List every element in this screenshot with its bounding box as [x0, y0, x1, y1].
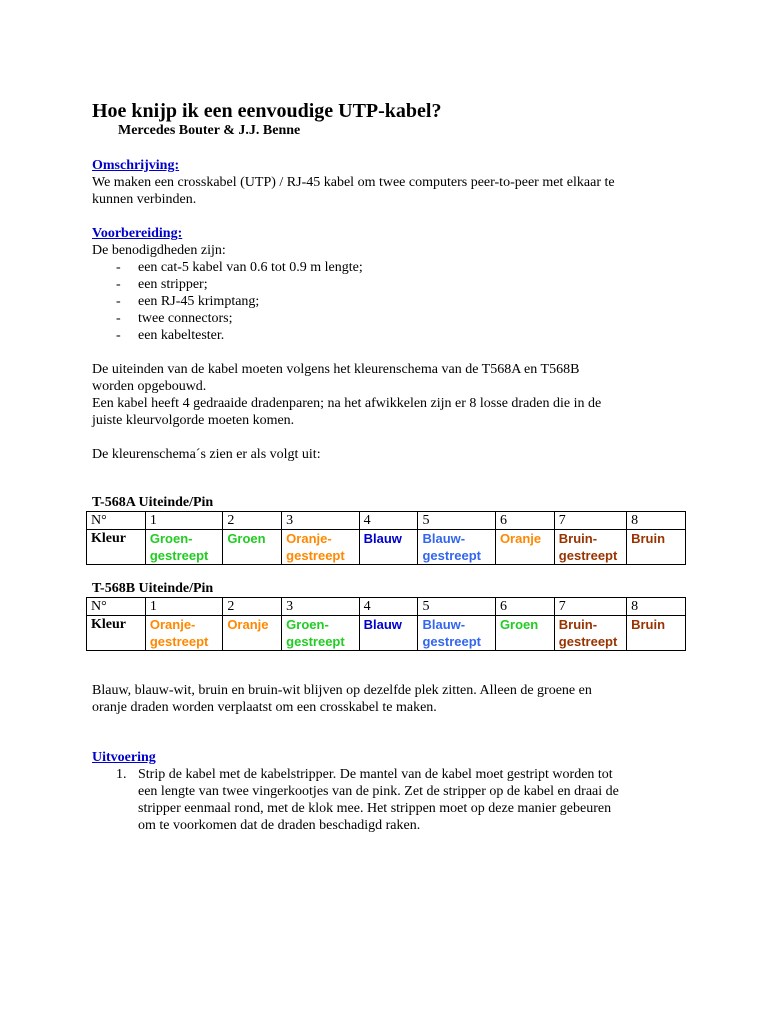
step-line: Strip de kabel met de kabelstripper. De mantel van de kabel moet gestript worden tot: [138, 767, 613, 782]
pin-number: 4: [359, 598, 418, 616]
paragraph-line: Blauw, blauw-wit, bruin en bruin-wit blijven op dezelfde plek zitten. Alleen de groene en: [92, 683, 592, 698]
paragraph-line: oranje draden worden verplaatst om een crosskabel te maken.: [92, 700, 437, 715]
wire-color: [495, 530, 554, 565]
wire-color: [627, 530, 686, 565]
omschrijving-line: kunnen verbinden.: [92, 192, 197, 207]
pin-number: 5: [418, 598, 495, 616]
wire-color-line1: Oranje: [499, 531, 542, 546]
wire-color-line1: Blauw: [363, 531, 402, 546]
list-bullet: -: [116, 260, 121, 275]
list-item: een RJ-45 krimptang;: [138, 294, 260, 309]
wire-color-line1: Bruin: [631, 531, 666, 546]
step-line: om te voorkomen dat de draden beschadigd raken.: [138, 818, 421, 833]
wire-color-line2: gestreept: [558, 548, 618, 563]
wire-color-line1: Bruin-: [558, 531, 598, 546]
wire-color-line1: Groen: [499, 617, 539, 632]
wire-color-line2: gestreept: [149, 548, 209, 563]
table-row: [87, 530, 686, 565]
wire-color-line1: Groen: [227, 531, 266, 546]
wire-color: [359, 530, 418, 565]
wire-color: [418, 530, 495, 565]
document-title: Hoe knijp ik een eenvoudige UTP-kabel?: [92, 100, 442, 122]
uitvoering-heading: Uitvoering: [92, 750, 156, 765]
list-bullet: -: [116, 328, 121, 343]
list-item: een kabeltester.: [138, 328, 225, 343]
wire-color-line1: Bruin-: [558, 617, 598, 632]
paragraph-line: De kleurenschema´s zien er als volgt uit:: [92, 447, 321, 462]
pin-number: 7: [554, 512, 626, 530]
pin-table-t568b: [86, 597, 686, 651]
step-line: een lengte van twee vingerkootjes van de pink. Zet de stripper op de kabel en draai de: [138, 784, 619, 799]
paragraph-line: juiste kleurvolgorde moeten komen.: [92, 413, 295, 428]
wire-color-line1: Groen-: [149, 531, 193, 546]
pin-number: 2: [223, 598, 282, 616]
table-a-title: T-568A Uiteinde/Pin: [92, 495, 214, 510]
voorbereiding-intro: De benodigdheden zijn:: [92, 243, 226, 258]
wire-color-line2: gestreept: [286, 634, 345, 649]
wire-color: [627, 616, 686, 651]
wire-color: [495, 616, 554, 651]
list-item: twee connectors;: [138, 311, 233, 326]
color-label: Kleur: [87, 616, 146, 651]
wire-color-line2: gestreept: [286, 548, 345, 563]
wire-color-line2: gestreept: [149, 634, 209, 649]
pin-number: 8: [627, 598, 686, 616]
pin-number: 1: [145, 598, 222, 616]
paragraph-line: Een kabel heeft 4 gedraaide dradenparen; na het afwikkelen zijn er 8 losse draden die in de: [92, 396, 602, 411]
pin-number: 1: [145, 512, 222, 530]
pin-number: 6: [495, 598, 554, 616]
pin-number: 6: [495, 512, 554, 530]
pin-number: 2: [223, 512, 282, 530]
voorbereiding-heading: Voorbereiding:: [92, 226, 183, 241]
omschrijving-heading: Omschrijving:: [92, 158, 180, 173]
pin-number: 3: [282, 512, 359, 530]
omschrijving-line: We maken een crosskabel (UTP) / RJ-45 kabel om twee computers peer-to-peer met elkaar te: [92, 175, 615, 190]
paragraph-line: worden opgebouwd.: [92, 379, 207, 394]
wire-color-line1: Oranje-: [149, 617, 196, 632]
list-item: een stripper;: [138, 277, 208, 292]
wire-color: [418, 616, 495, 651]
wire-color-line2: gestreept: [422, 634, 482, 649]
pin-number: 4: [359, 512, 418, 530]
wire-color: [145, 530, 222, 565]
step-line: stripper eenmaal rond, met de klok mee. Het strippen moet op deze manier gebeuren: [138, 801, 612, 816]
wire-color: [145, 616, 222, 651]
wire-color-line1: Bruin: [631, 617, 666, 632]
wire-color: [282, 616, 359, 651]
pin-number: 7: [554, 598, 626, 616]
pin-number: 3: [282, 598, 359, 616]
table-b-title: T-568B Uiteinde/Pin: [92, 581, 214, 596]
step-number: 1.: [116, 767, 127, 782]
pin-table-t568a: [86, 511, 686, 565]
wire-color-line1: Oranje: [227, 617, 269, 632]
color-label: Kleur: [87, 530, 146, 565]
paragraph-line: De uiteinden van de kabel moeten volgens het kleurenschema van de T568A en T568B: [92, 362, 580, 377]
wire-color: [554, 616, 626, 651]
wire-color-line1: Blauw-: [422, 531, 466, 546]
list-bullet: -: [116, 311, 121, 326]
wire-color: [223, 530, 282, 565]
document-authors: Mercedes Bouter & J.J. Benne: [118, 123, 301, 138]
table-row: [87, 616, 686, 651]
list-bullet: -: [116, 294, 121, 309]
pin-number: 5: [418, 512, 495, 530]
table-row: [87, 598, 686, 616]
wire-color: [554, 530, 626, 565]
list-bullet: -: [116, 277, 121, 292]
wire-color-line1: Groen-: [286, 617, 329, 632]
wire-color: [282, 530, 359, 565]
wire-color: [359, 616, 418, 651]
wire-color-line2: gestreept: [422, 548, 482, 563]
pin-number: 8: [627, 512, 686, 530]
wire-color-line1: Blauw-: [422, 617, 466, 632]
wire-color: [223, 616, 282, 651]
list-item: een cat-5 kabel van 0.6 tot 0.9 m lengte;: [138, 260, 363, 275]
wire-color-line1: Blauw: [363, 617, 402, 632]
num-label: N°: [87, 598, 146, 616]
num-label: N°: [87, 512, 146, 530]
table-row: [87, 512, 686, 530]
wire-color-line2: gestreept: [558, 634, 618, 649]
wire-color-line1: Oranje-: [286, 531, 332, 546]
